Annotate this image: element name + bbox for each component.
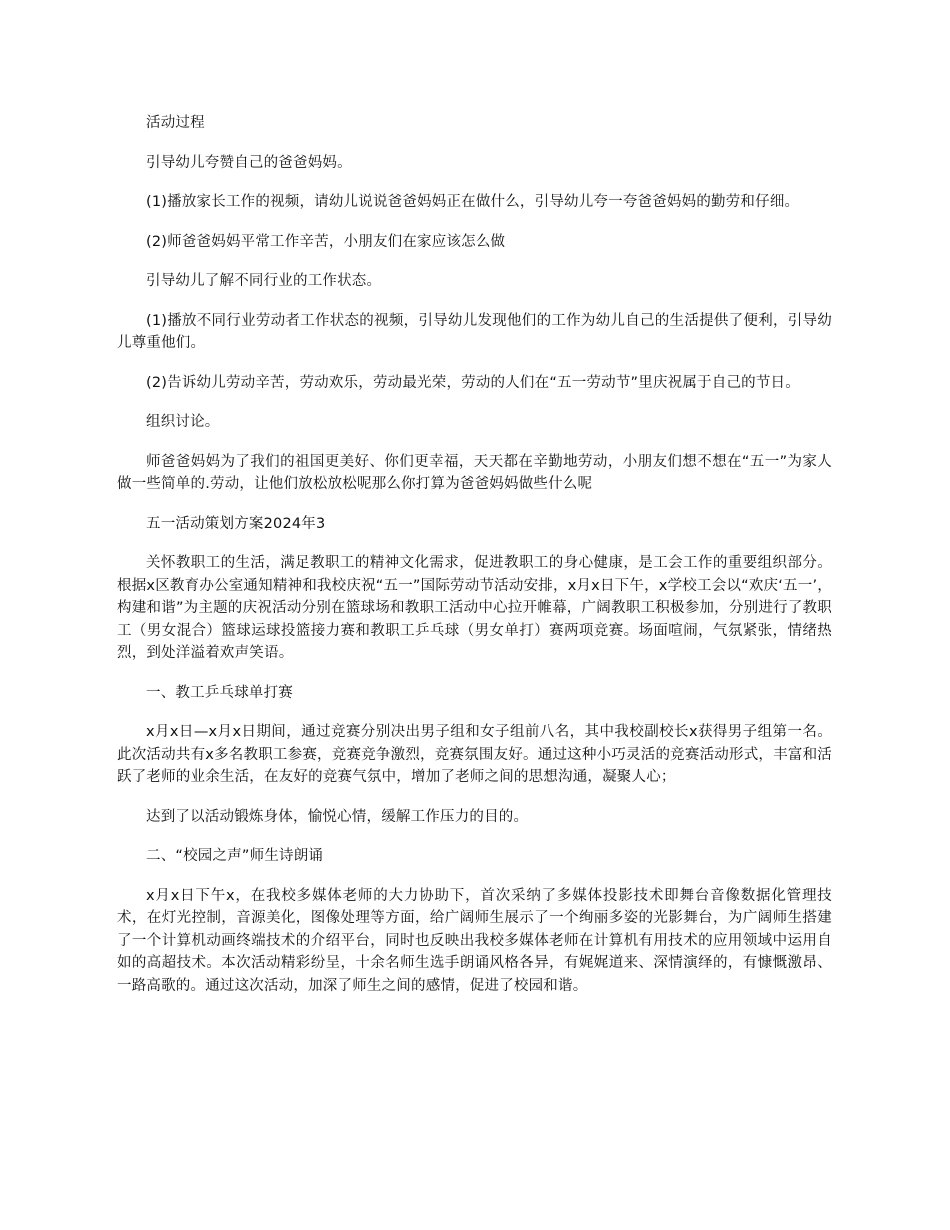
section-heading: 二、“校园之声”师生诗朗诵 [146, 848, 324, 864]
paragraph: 活动过程 [146, 115, 205, 131]
paragraph: 关怀教职工的生活，满足教职工的精神文化需求，促进教职工的身心健康，是工会工作的重要组织部分。根据x区教育办公室通知精神和我校庆祝“五一”国际劳动节活动安排，x月x日下午，x学校工会以“欢庆‘五一’，构建和谐”为主题的庆祝活动分别在篮球场和教职工活动中心拉开帷幕，广阔教职工积极参加，分别进行了教职工（男女混合）篮球运球投篮接力赛和教职工乒乓球（男女单打）赛两项竞赛。场面喧闹，气氛紧张，情绪热烈，到处洋溢着欢声笑语。 [117, 555, 832, 661]
paragraph: 达到了以活动锻炼身体，愉悦心情，缓解工作压力的目的。 [146, 808, 529, 825]
paragraph: (2)师爸爸妈妈平常工作辛苦，小朋友们在家应该怎么做 [146, 233, 506, 250]
section-heading: 一、教工乒乓球单打赛 [146, 684, 293, 701]
paragraph: x月x日—x月x日期间，通过竞赛分别决出男子组和女子组前八名，其中我校副校长x获得男子组第一名。此次活动共有x多名教职工参赛，竞赛竞争激烈，竞赛氛围友好。通过这种小巧灵活的竞赛活动形式，丰富和活跃了老师的业余生活，在友好的竞赛气氛中，增加了老师之间的思想沟通，凝聚人心； [117, 724, 832, 785]
paragraph: (1)播放家长工作的视频，请幼儿说说爸爸妈妈正在做什么，引导幼儿夸一夸爸爸妈妈的勤劳和仔细。 [146, 194, 800, 210]
section-title: 五一活动策划方案2024年3 [146, 515, 326, 532]
paragraph: x月x日下午x，在我校多媒体老师的大力协助下，首次采纳了多媒体投影技术即舞台音像数据化管理技术，在灯光控制，音源美化，图像处理等方面，给广阔师生展示了一个绚丽多姿的光影舞台，为广阔师生搭建了一个计算机动画终端技术的介绍平台，同时也反映出我校多媒体老师在计算机有用技术的应用领域中运用自如的高超技术。本次活动精彩纷呈，十余名师生选手朗诵风格各异，有娓娓道来、深情演绎的，有慷慨激昂、一路高歌的。通过这次活动，加深了师生之间的感情，促进了校园和谐。 [117, 887, 832, 994]
paragraph: (2)告诉幼儿劳动辛苦，劳动欢乐，劳动最光荣，劳动的人们在“五一劳动节”里庆祝属于自己的节日。 [146, 374, 800, 391]
paragraph: 师爸爸妈妈为了我们的祖国更美好、你们更幸福，天天都在辛勤地劳动，小朋友们想不想在“五一”为家人做一些简单的.劳动，让他们放松放松呢那么你打算为爸爸妈妈做些什么呢 [117, 453, 832, 492]
paragraph: 引导幼儿了解不同行业的工作状态。 [146, 273, 382, 289]
paragraph: 引导幼儿夸赞自己的爸爸妈妈。 [146, 154, 352, 171]
paragraph: 组织讨论。 [146, 414, 220, 430]
paragraph: (1)播放不同行业劳动者工作状态的视频，引导幼儿发现他们的工作为幼儿自己的生活提供了便利，引导幼儿尊重他们。 [117, 312, 832, 351]
document-body [117, 112, 832, 1014]
